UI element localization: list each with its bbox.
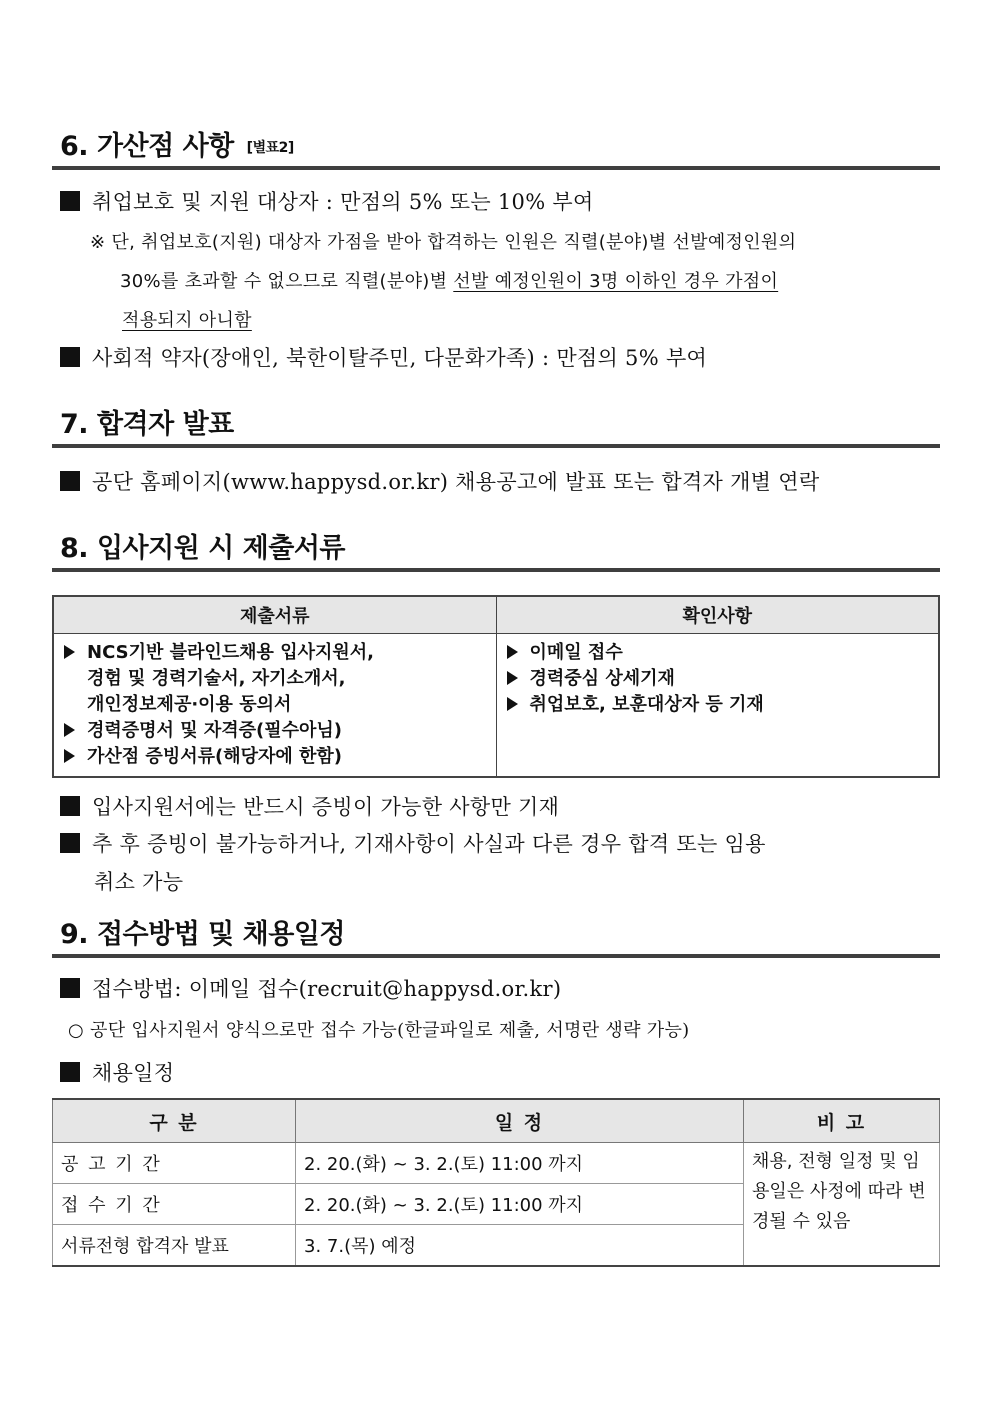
s9-bullet-2-text: 채용일정 <box>92 1061 175 1085</box>
doc-item <box>64 640 486 666</box>
s6-bullet-1 <box>60 186 594 216</box>
s9-bullet-1 <box>60 973 561 1003</box>
s8-bullet-2-text: 추 후 증빙이 불가능하거나, 기재사항이 사실과 다른 경우 합격 또는 임용 <box>92 832 766 856</box>
square-bullet-icon <box>60 347 80 367</box>
schedule-date: 2. 20.(화) ~ 3. 2.(토) 11:00 까지 <box>296 1143 744 1184</box>
section-8 <box>52 530 940 572</box>
doc-item-text: 가산점 증빙서류(해당자에 한함) <box>87 746 343 767</box>
check-item <box>507 640 929 666</box>
schedule-label: 서류전형 합격자 발표 <box>53 1225 296 1267</box>
s8-bullet-1-text: 입사지원서에는 반드시 증빙이 가능한 사항만 기재 <box>92 795 560 819</box>
schedule-header-note: 비 고 <box>744 1099 940 1143</box>
schedule-table <box>52 1098 940 1267</box>
s6-note-line-3-underlined: 적용되지 아니함 <box>122 310 252 331</box>
triangle-bullet-icon <box>64 749 75 763</box>
check-item-text: 이메일 접수 <box>529 642 623 663</box>
square-bullet-icon <box>60 471 80 491</box>
section-9-title: 9. 접수방법 및 채용일정 <box>52 916 940 958</box>
s6-note-line-1: ※ 단, 취업보호(지원) 대상자 가점을 받아 합격하는 인원은 직렬(분야)별 선발예정인원의 <box>90 232 797 253</box>
s9-sub-1: ○ 공단 입사지원서 양식으로만 접수 가능(한글파일로 제출, 서명란 생략 가능) <box>68 1020 690 1041</box>
doc-item-text: 경험 및 경력기술서, 자기소개서, <box>87 668 346 689</box>
schedule-date: 2. 20.(화) ~ 3. 2.(토) 11:00 까지 <box>296 1184 744 1225</box>
section-6 <box>52 128 940 170</box>
triangle-bullet-icon <box>507 671 518 685</box>
doc-item-text: NCS기반 블라인드채용 입사지원서, <box>87 642 374 663</box>
schedule-label: 접 수 기 간 <box>53 1184 296 1225</box>
doc-item <box>64 744 486 770</box>
check-item-text: 취업보호, 보훈대상자 등 기재 <box>529 694 764 715</box>
triangle-bullet-icon <box>507 645 518 659</box>
s6-note-line-3 <box>122 306 252 332</box>
s6-bullet-1-text: 취업보호 및 지원 대상자 : 만점의 5% 또는 10% 부여 <box>92 190 594 214</box>
doc-item <box>64 718 486 744</box>
s6-note-line-2-plain: 30%를 초과할 수 없으므로 직렬(분야)별 <box>120 271 454 292</box>
schedule-date: 3. 7.(목) 예정 <box>296 1225 744 1267</box>
s7-bullet-1-text: 공단 홈페이지(www.happysd.or.kr) 채용공고에 발표 또는 합격자 개별 연락 <box>92 470 820 494</box>
check-item-text: 경력중심 상세기재 <box>529 668 675 689</box>
documents-col-submit <box>53 634 496 778</box>
documents-header-submit: 제출서류 <box>53 596 496 634</box>
triangle-bullet-icon <box>507 697 518 711</box>
square-bullet-icon <box>60 1062 80 1082</box>
section-7 <box>52 406 940 448</box>
check-item <box>507 692 929 718</box>
schedule-note: 채용, 전형 일정 및 임용일은 사정에 따라 변경될 수 있음 <box>744 1143 940 1267</box>
square-bullet-icon <box>60 796 80 816</box>
s6-bullet-2 <box>60 342 707 372</box>
s6-bullet-2-text: 사회적 약자(장애인, 북한이탈주민, 다문화가족) : 만점의 5% 부여 <box>92 346 708 370</box>
check-item <box>507 666 929 692</box>
section-8-title: 8. 입사지원 시 제출서류 <box>52 530 940 572</box>
section-6-title <box>52 128 940 170</box>
s8-bullet-2 <box>60 828 766 858</box>
doc-item-text: 개인정보제공·이용 동의서 <box>87 694 292 715</box>
s6-note-line-2-underlined: 선발 예정인원이 3명 이하인 경우 가점이 <box>453 271 779 292</box>
section-7-title: 7. 합격자 발표 <box>52 406 940 448</box>
square-bullet-icon <box>60 978 80 998</box>
section-6-tag: [별표2] <box>246 139 294 156</box>
triangle-bullet-icon <box>64 723 75 737</box>
documents-col-check <box>496 634 939 778</box>
s6-note-line-2 <box>120 267 778 293</box>
s7-bullet-1 <box>60 466 819 496</box>
schedule-label: 공 고 기 간 <box>53 1143 296 1184</box>
documents-header-check: 확인사항 <box>496 596 939 634</box>
s9-bullet-1-text: 접수방법: 이메일 접수(recruit@happysd.or.kr) <box>92 977 562 1001</box>
schedule-header-date: 일 정 <box>296 1099 744 1143</box>
section-9 <box>52 916 940 958</box>
square-bullet-icon <box>60 833 80 853</box>
section-6-title-text: 6. 가산점 사항 <box>60 131 234 162</box>
s8-bullet-1 <box>60 791 559 821</box>
triangle-bullet-icon <box>64 645 75 659</box>
s8-bullet-2-line-2: 취소 가능 <box>94 870 184 894</box>
s9-bullet-2 <box>60 1057 174 1087</box>
square-bullet-icon <box>60 191 80 211</box>
doc-item-text: 경력증명서 및 자격증(필수아님) <box>87 720 343 741</box>
table-row <box>53 1143 940 1184</box>
documents-table <box>52 595 940 778</box>
schedule-header-category: 구 분 <box>53 1099 296 1143</box>
